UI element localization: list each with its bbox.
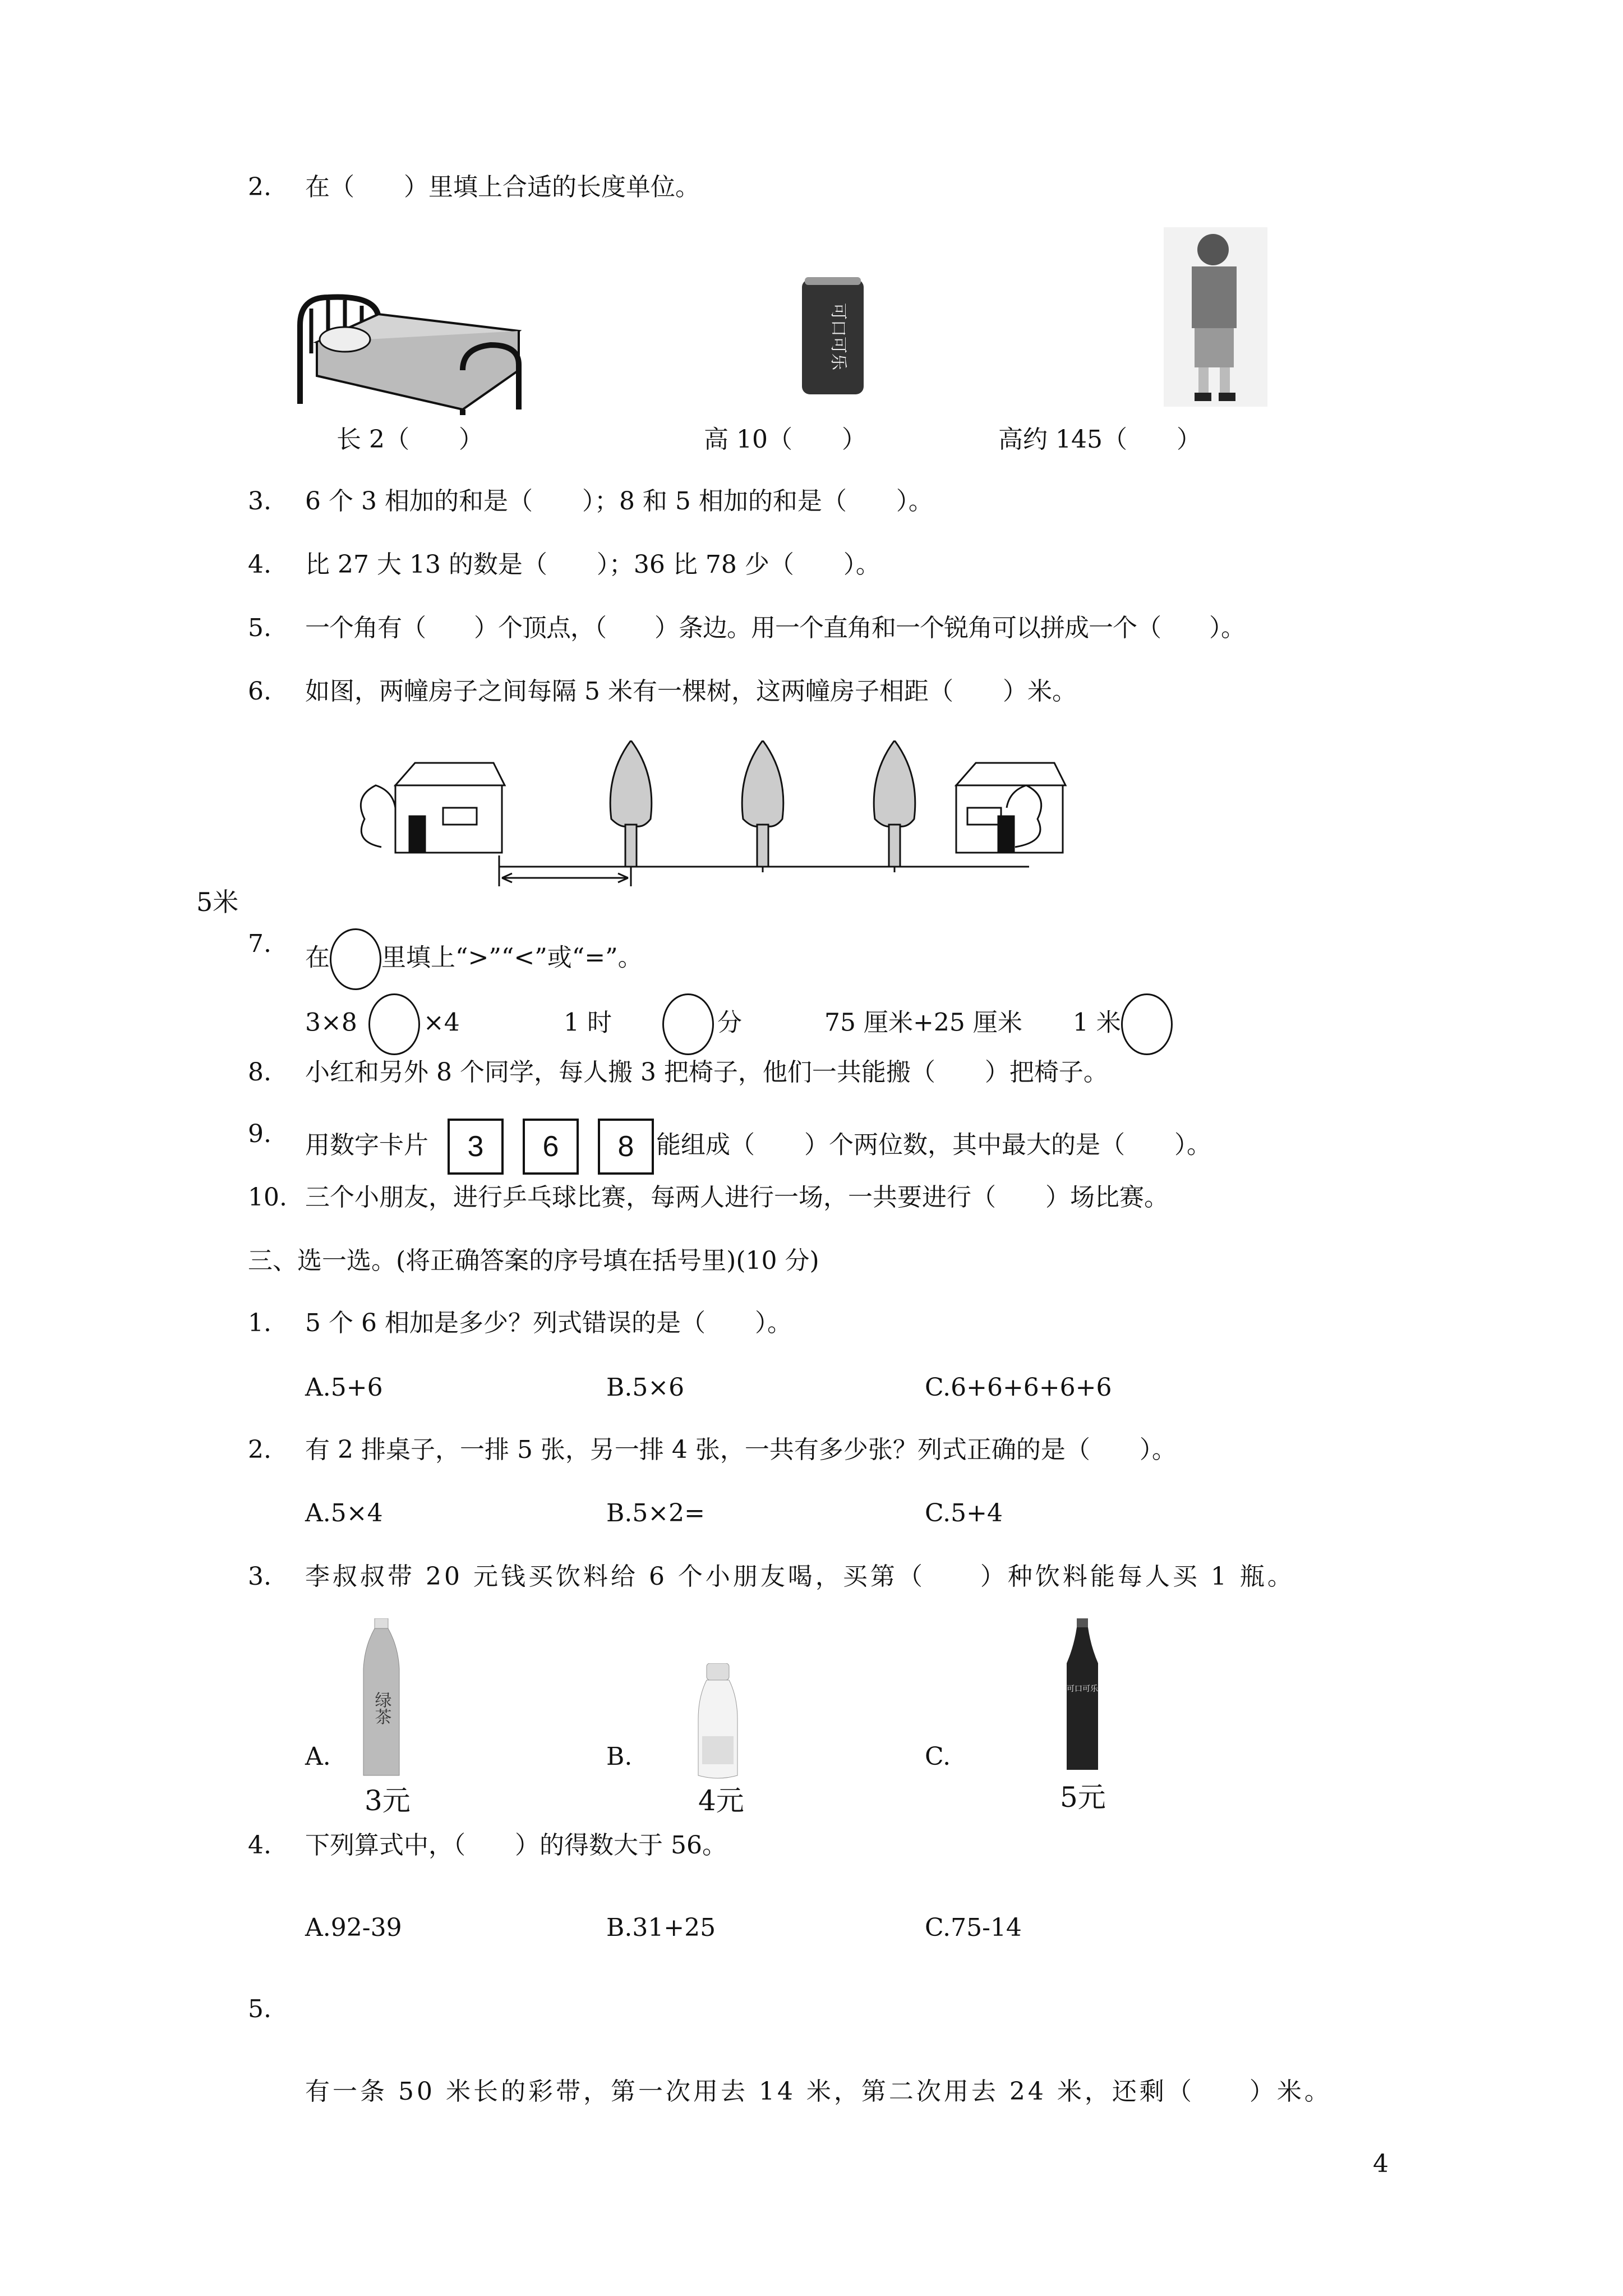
question-text: 在（ ）里填上合适的长度单位。: [305, 173, 700, 201]
option-a[interactable]: A.92-39: [305, 1913, 402, 1942]
digit-card: 8: [598, 1119, 654, 1175]
bed-caption: 长 2（ ）: [336, 425, 483, 454]
question-text: 下列算式中，（ ）的得数大于 56。: [305, 1831, 727, 1860]
boy-image: [1164, 227, 1267, 407]
option-c[interactable]: C.5+4: [925, 1499, 1003, 1527]
answer-circle[interactable]: [368, 993, 420, 1055]
price-label: 3元: [365, 1784, 411, 1817]
option-a[interactable]: A.: [305, 1742, 331, 1771]
question-text: 6 个 3 相加的和是（ ）；8 和 5 相加的和是（ ）。: [305, 487, 933, 516]
question-text: 小红和另外 8 个同学，每人搬 3 把椅子，他们一共能搬（ ）把椅子。: [305, 1058, 1108, 1087]
option-b[interactable]: B.5×2=: [606, 1499, 706, 1527]
compare-item: 3×8 ×4: [305, 993, 460, 1055]
milk-bottle-image: [695, 1663, 740, 1781]
option-b[interactable]: B.5×6: [606, 1373, 685, 1402]
houses-trees-figure: [342, 740, 1183, 903]
price-label: 4元: [698, 1784, 744, 1817]
question-number: 6.: [248, 677, 271, 706]
can-caption: 高 10（ ）: [704, 425, 866, 454]
page-number: 4: [1373, 2150, 1389, 2178]
cola-bottle-image: [1060, 1618, 1105, 1775]
question-number: 5.: [248, 614, 271, 642]
question-number: 3.: [248, 487, 271, 516]
tree-icon: [610, 740, 915, 867]
compare-item: 75 厘米+25 厘米 1 米: [824, 993, 1173, 1055]
question-text: 用数字卡片 3 6 8 能组成（ ）个两位数，其中最大的是（ ）。: [305, 1119, 1211, 1175]
question-number: 2.: [248, 1435, 271, 1464]
cola-can-image: [799, 275, 866, 398]
option-a[interactable]: A.5+6: [305, 1373, 383, 1402]
bed-image: [294, 275, 552, 415]
question-text: 5 个 6 相加是多少？列式错误的是（ ）。: [305, 1309, 792, 1337]
question-number: 7.: [248, 930, 271, 958]
question-number: 1.: [248, 1309, 271, 1337]
question-text: 在 里填上“>”“<”或“=”。: [305, 928, 643, 990]
option-c[interactable]: C.75-14: [925, 1913, 1022, 1942]
question-number: 5.: [248, 1995, 271, 2023]
digit-card: 6: [523, 1119, 579, 1175]
svg-text:可口可乐: 可口可乐: [1067, 1685, 1098, 1694]
option-b[interactable]: B.: [606, 1742, 633, 1771]
question-text: 有一条 50 米长的彩带，第一次用去 14 米，第二次用去 24 米，还剩（ ）米。: [305, 2077, 1332, 2106]
compare-item: 1 时 分: [564, 993, 742, 1055]
digit-card: 3: [448, 1119, 504, 1175]
boy-caption: 高约 145（ ）: [998, 425, 1201, 454]
question-text: 一个角有（ ）个顶点，（ ）条边。用一个直角和一个锐角可以拼成一个（ ）。: [305, 614, 1245, 642]
blank-circle[interactable]: [330, 928, 381, 990]
green-tea-bottle-image: [359, 1618, 404, 1781]
answer-circle[interactable]: [662, 993, 714, 1055]
question-text: 有 2 排桌子，一排 5 张，另一排 4 张，一共有多少张？列式正确的是（ ）。: [305, 1435, 1177, 1464]
question-number: 2.: [248, 173, 271, 201]
question-number: 4.: [248, 1831, 271, 1860]
question-text: 如图，两幢房子之间每隔 5 米有一棵树，这两幢房子相距（ ）米。: [305, 677, 1077, 706]
distance-label: 5米: [196, 887, 239, 917]
option-b[interactable]: B.31+25: [606, 1913, 716, 1942]
answer-circle[interactable]: [1121, 993, 1173, 1055]
question-text: 比 27 大 13 的数是（ ）；36 比 78 少（ ）。: [305, 550, 880, 579]
section-heading: 三、选一选。(将正确答案的序号填在括号里)(10 分): [248, 1246, 819, 1275]
question-number: 4.: [248, 550, 271, 579]
price-label: 5元: [1060, 1781, 1106, 1814]
option-c[interactable]: C.6+6+6+6+6: [925, 1373, 1112, 1402]
svg-text:可口可乐: 可口可乐: [828, 303, 848, 370]
question-number: 3.: [248, 1562, 271, 1591]
svg-text:绿茶: 绿茶: [371, 1691, 391, 1725]
question-text: 李叔叔带 20 元钱买饮料给 6 个小朋友喝，买第（ ）种饮料能每人买 1 瓶。: [305, 1562, 1295, 1591]
question-text: 三个小朋友，进行乒乓球比赛，每两人进行一场，一共要进行（ ）场比赛。: [305, 1183, 1169, 1212]
question-number: 10.: [248, 1183, 287, 1212]
option-c[interactable]: C.: [925, 1742, 951, 1771]
question-number: 9.: [248, 1120, 271, 1148]
question-number: 8.: [248, 1058, 271, 1087]
option-a[interactable]: A.5×4: [305, 1499, 383, 1527]
